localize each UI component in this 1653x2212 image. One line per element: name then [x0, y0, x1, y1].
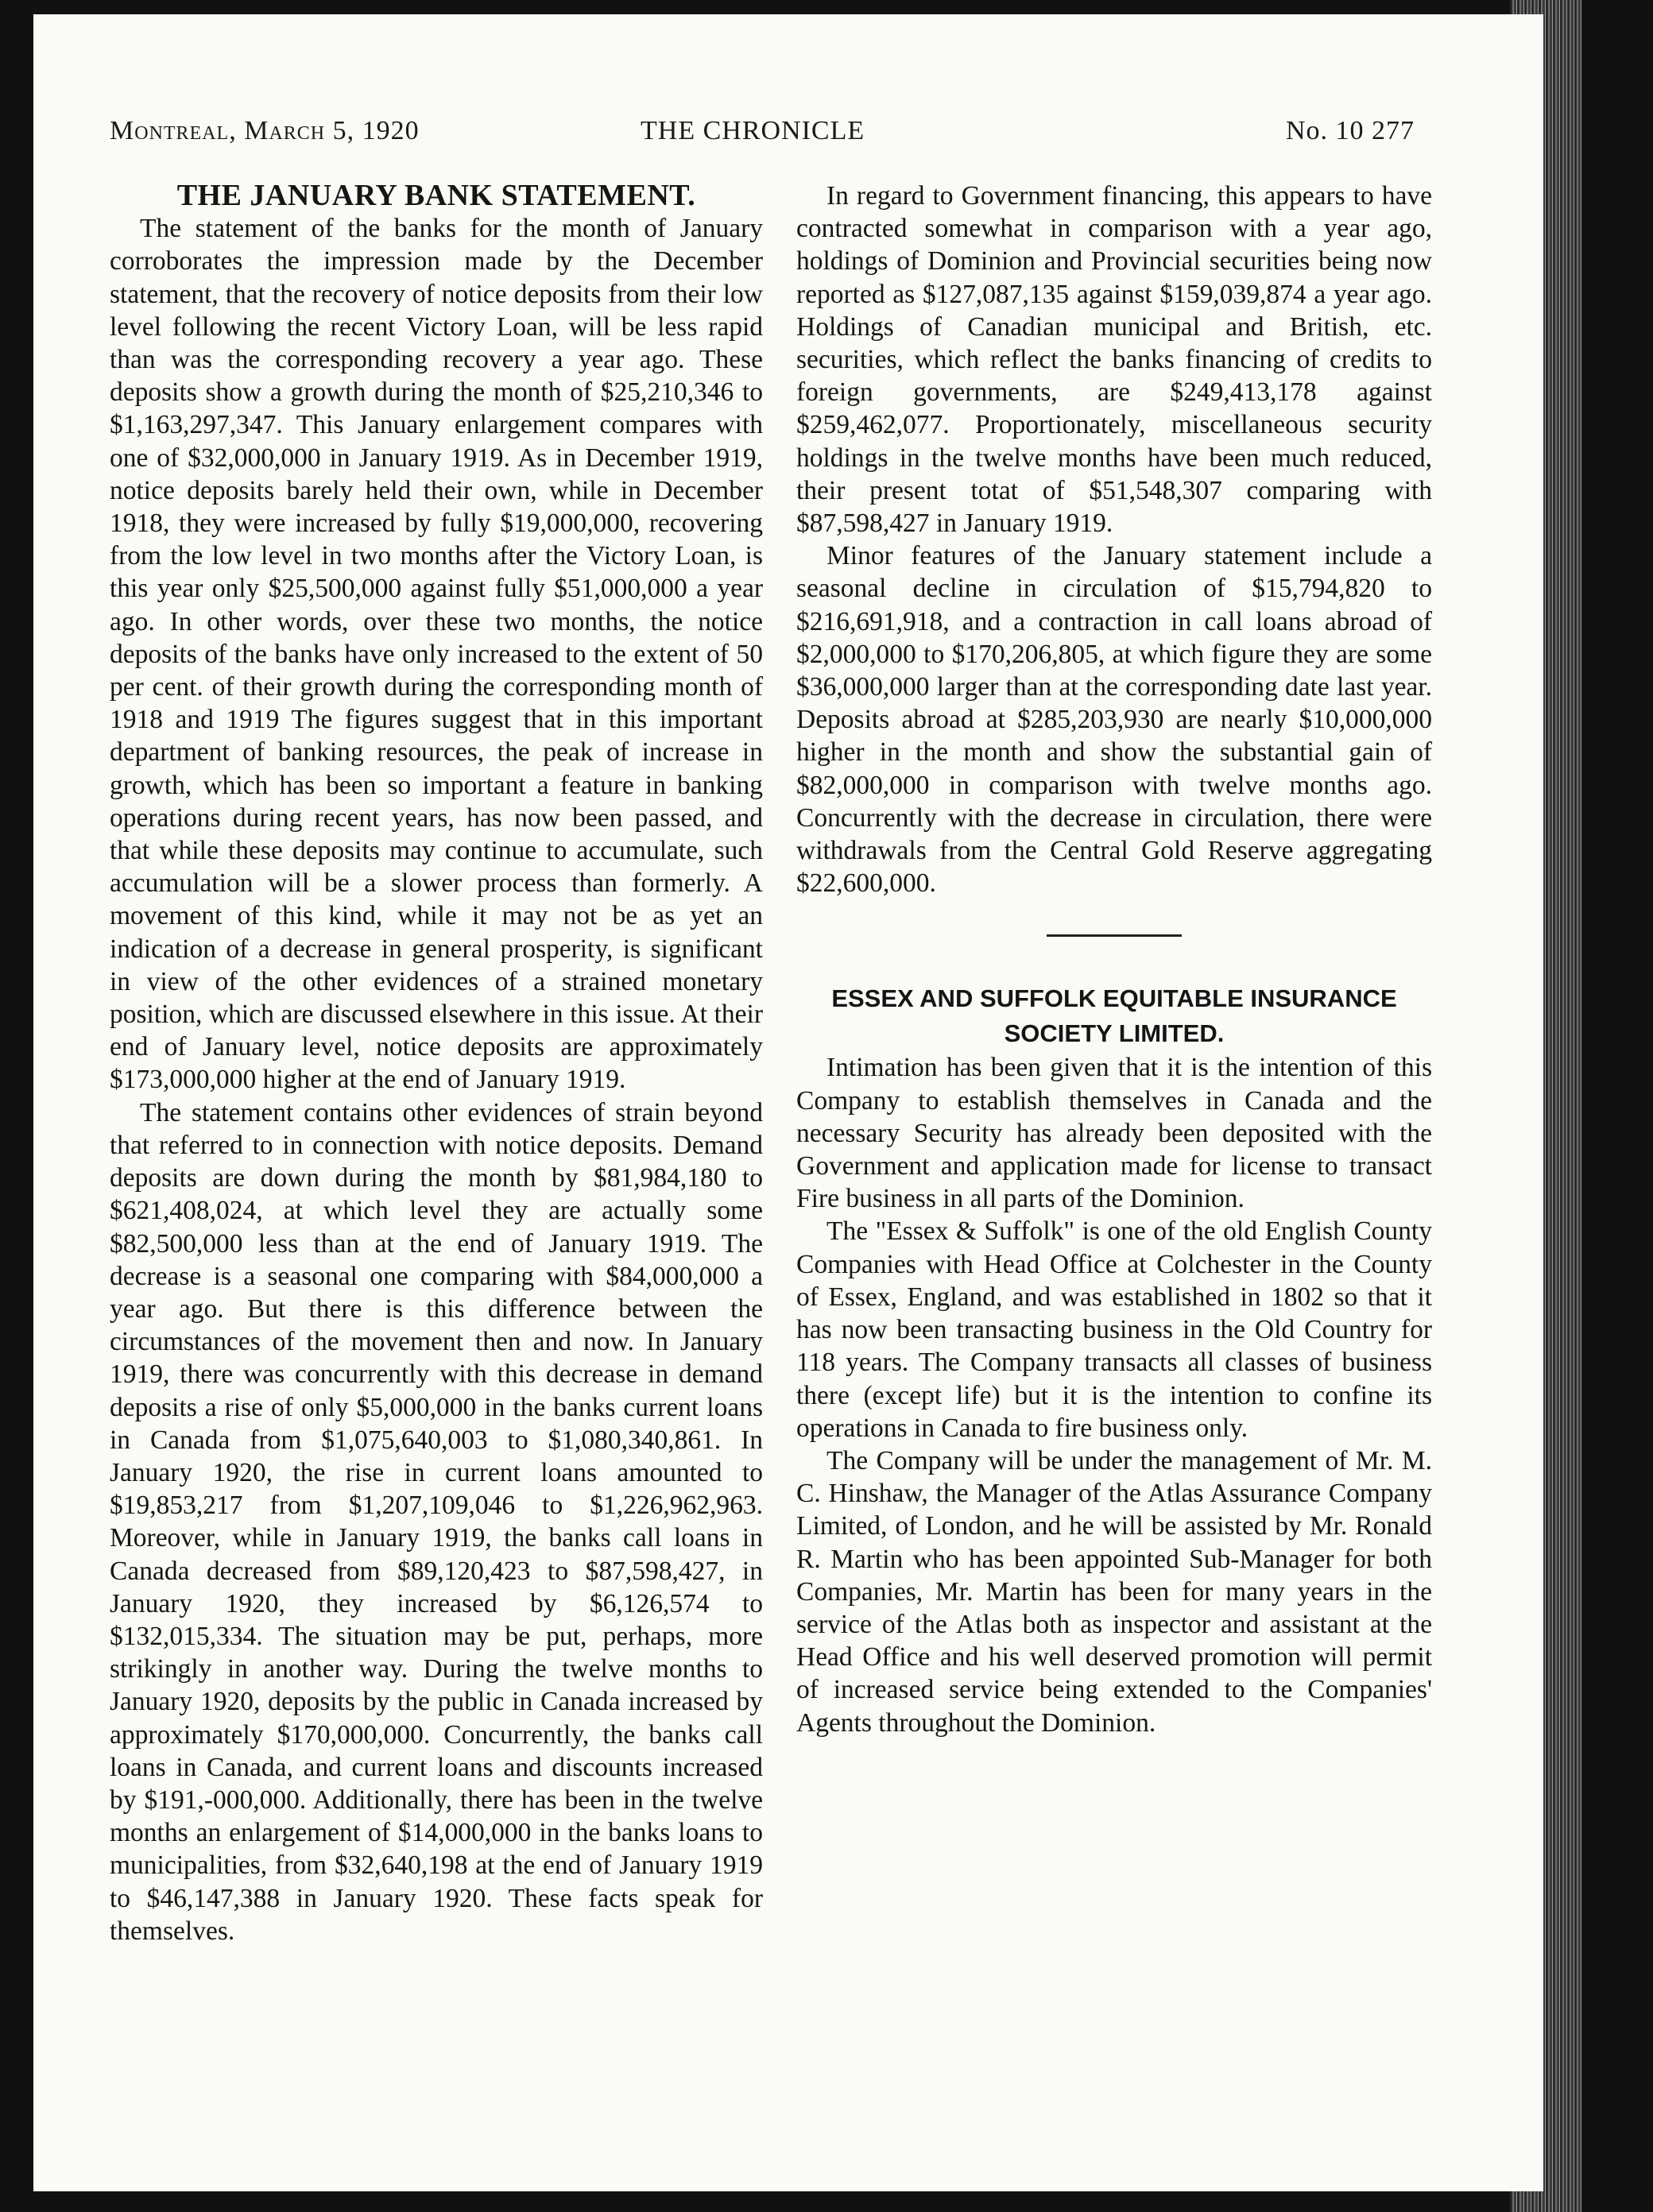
header-issue-page-number: No. 10 277: [1286, 116, 1415, 145]
header-dateline: Montreal, March 5, 1920: [110, 116, 420, 145]
article-column-left: [110, 180, 763, 1947]
article-paragraph: The "Essex & Suffolk" is one of the old English County Companies with Head Office at Colchester in the County of Essex, England, and was established in 1802 so that it has now been transacting business in the Old Country for 118 years. The Company transacts all classes of business there (except life) but it is the intention to confine its operations in Canada to fire business only.: [796, 1216, 1432, 1443]
section-divider: [1047, 934, 1182, 937]
article-paragraph: Intimation has been given that it is the intention of this Company to establish themselves in Canada and the necessary Security has already been deposited with the Government and application made for license to transact Fire business in all parts of the Dominion.: [796, 1053, 1432, 1214]
article-paragraph: In regard to Government financing, this appears to have contracted somewhat in comparison with a year ago, holdings of Dominion and Provincial securities being now reported as $127,087,135 against $159,039,874 a year ago. Holdings of Canadian municipal and British, etc. securities, which reflect the banks financing of credits to foreign governments, are $249,413,178 against $259,462,077. Proportionately, miscellaneous security holdings in the twelve months have been much reduced, their present totat of $51,548,307 comparing with $87,598,427 in January 1919.: [796, 181, 1432, 539]
article-paragraph: The statement of the banks for the month of January corroborates the impression made by the December statement, that the recovery of notice deposits from their low level following the recent Victory Loan, will be less rapid than was the corresponding recovery a year ago. These deposits show a growth during the month of $25,210,346 to $1,163,297,347. This January enlargement compares with one of $32,000,000 in January 1919. As in December 1919, notice deposits barely held their own, while in December 1918, they were increased by fully $19,000,000, recovering from the low level in two months after the Victory Loan, is this year only $25,500,000 against fully $51,000,000 a year ago. In other words, over these two months, the notice deposits of the banks have only increased to the extent of 50 per cent. of their growth during the corresponding month of 1918 and 1919 The figures suggest that in this important department of banking resources, the peak of increase in growth, which has been so important a feature in banking operations during recent years, has now been passed, and that while these deposits may continue to accumulate, such accumulation will be a slower process than formerly. A movement of this kind, while it may not be as yet an indication of a decrease in general prosperity, is significant in view of the other evidences of a strained monetary position, which are discussed elsewhere in this issue. At their end of January level, notice deposits are approximately $173,000,000 higher at the end of January 1919.: [110, 214, 763, 1095]
article-column-right: [796, 180, 1432, 1739]
article-paragraph: Minor features of the January statement include a seasonal decline in circulation of $15,794,820 to $216,691,918, and a contraction in call loans abroad of $2,000,000 to $170,206,805, at which figure they are some $36,000,000 larger than at the corresponding date last year. Deposits abroad at $285,203,930 are nearly $10,000,000 higher in the month and show the substantial gain of $82,000,000 in comparison with twelve months ago. Concurrently with the decrease in circulation, there were withdrawals from the Central Gold Reserve aggregating $22,600,000.: [796, 541, 1432, 899]
article-title: THE JANUARY BANK STATEMENT.: [176, 179, 696, 212]
page-header: [110, 116, 1467, 156]
article-title: ESSEX AND SUFFOLK EQUITABLE INSURANCE SOCIETY LIMITED.: [831, 984, 1397, 1048]
newspaper-page: [33, 14, 1543, 2191]
header-publication-title: THE CHRONICLE: [641, 116, 865, 145]
article-paragraph: The Company will be under the management of Mr. M. C. Hinshaw, the Manager of the Atlas Assurance Company Limited, of London, and he will be assisted by Mr. Ronald R. Martin who has been appointed Sub-Manager for both Companies, Mr. Martin has been for many years in the service of the Atlas both as inspector and assistant at the Head Office and his well deserved promotion will permit of increased service being extended to the Companies' Agents throughout the Dominion.: [796, 1445, 1432, 1738]
article-paragraph: The statement contains other evidences of strain beyond that referred to in connection with notice deposits. Demand deposits are down during the month by $81,984,180 to $621,408,024, at which level they are actually some $82,500,000 less than at the end of January 1919. The decrease is a seasonal one comparing with $84,000,000 a year ago. But there is this difference between the circumstances of the movement then and now. In January 1919, there was concurrently with this decrease in demand deposits a rise of only $5,000,000 in the banks current loans in Canada from $1,075,640,003 to $1,080,340,861. In January 1920, the rise in current loans amounted to $19,853,217 from $1,207,109,046 to $1,226,962,963. Moreover, while in January 1919, the banks call loans in Canada decreased from $89,120,423 to $87,598,427, in January 1920, they increased by $6,126,574 to $132,015,334. The situation may be put, perhaps, more strikingly in another way. During the twelve months to January 1920, deposits by the public in Canada increased by approximately $170,000,000. Concurrently, the banks call loans in Canada, and current loans and discounts increased by $191,-000,000. Additionally, there has been in the twelve months an enlargement of $14,000,000 in the banks loans to municipalities, from $32,640,198 at the end of January 1919 to $46,147,388 in January 1920. These facts speak for themselves.: [110, 1097, 763, 1946]
